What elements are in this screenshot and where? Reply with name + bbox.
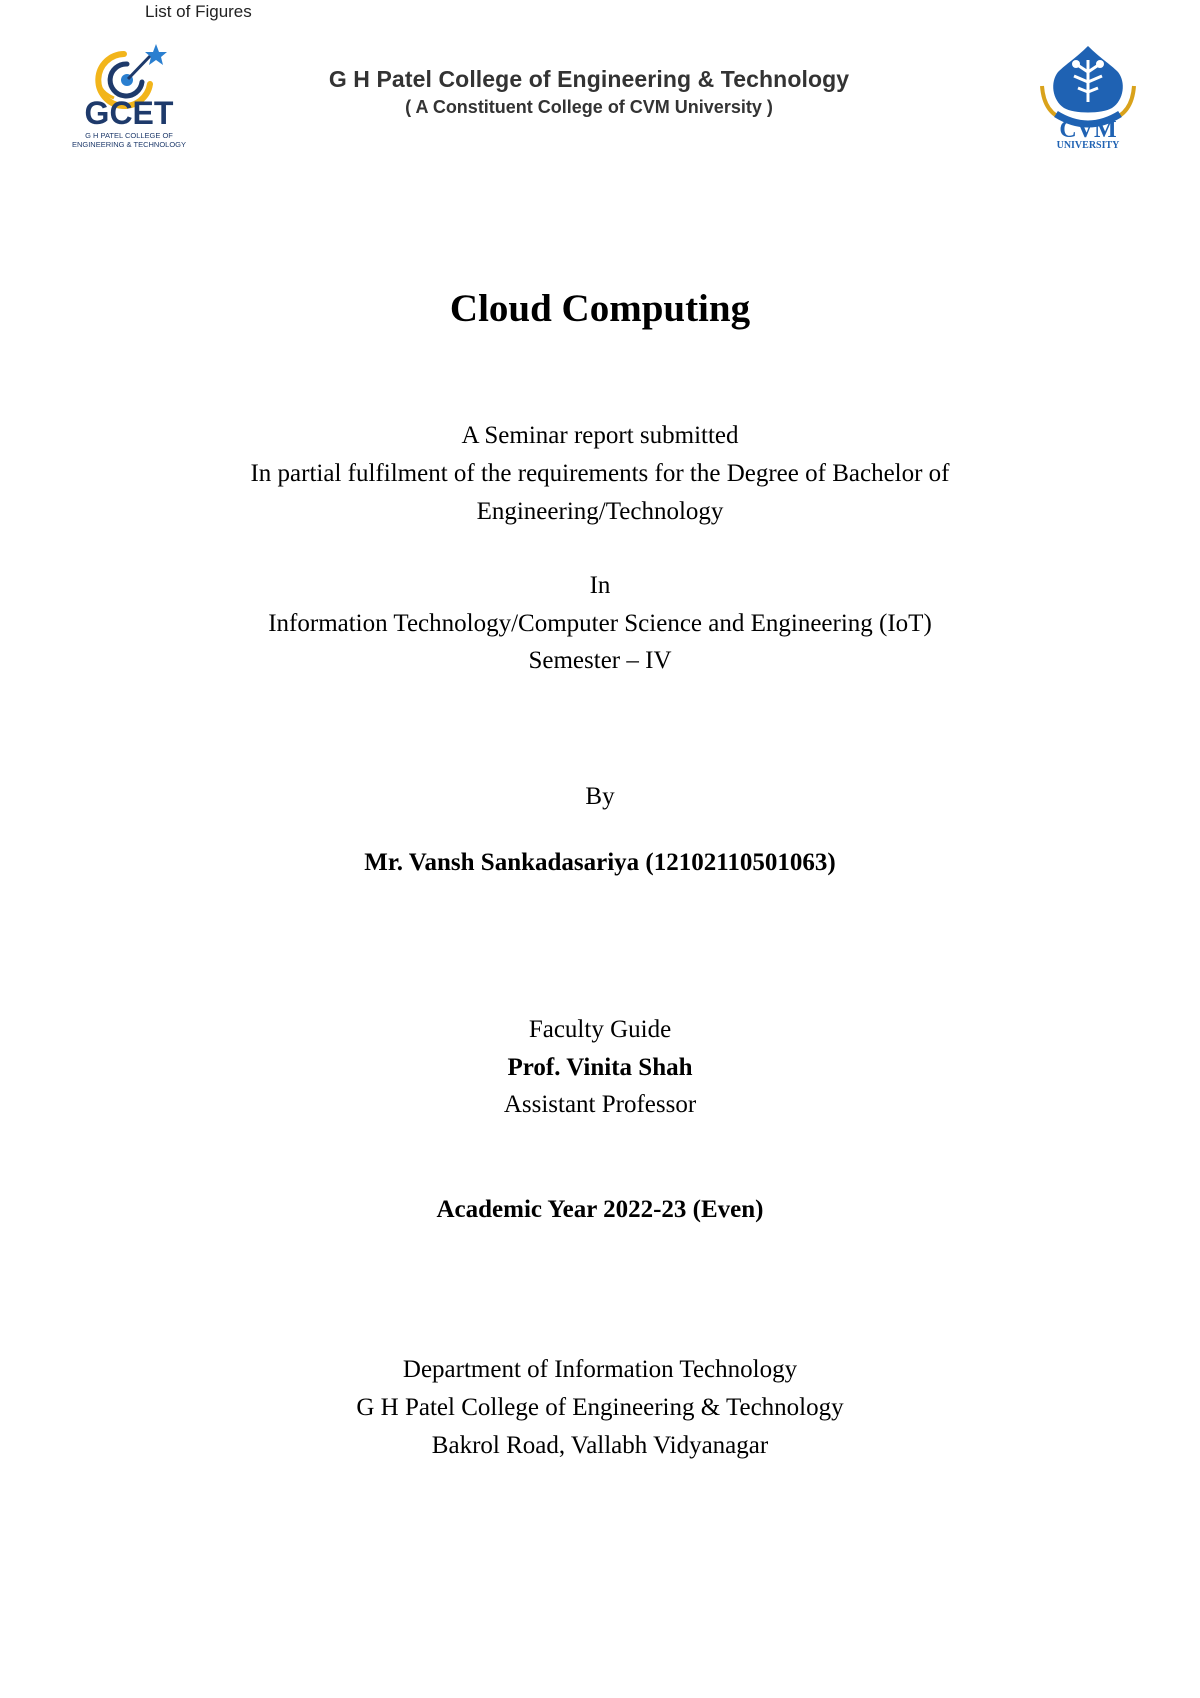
report-line-1: A Seminar report submitted (461, 422, 739, 449)
department-line-3: Bakrol Road, Vallabh Vidyanagar (431, 1432, 769, 1459)
in-label: In (589, 572, 611, 599)
branch: Information Technology/Computer Science and Engineering (IoT) (268, 610, 932, 637)
guide-name: Prof. Vinita Shah (507, 1054, 693, 1081)
college-header (300, 66, 878, 118)
cvm-subline: UNIVERSITY (1056, 140, 1120, 151)
academic-year: Academic Year 2022-23 (Even) (436, 1196, 764, 1223)
report-line-3: Engineering/Technology (476, 498, 724, 525)
semester: Semester – IV (528, 647, 672, 674)
gcet-acronym: GCET (84, 95, 174, 131)
faculty-guide-label: Faculty Guide (528, 1016, 672, 1043)
cvm-emblem-icon (1042, 46, 1134, 124)
gcet-subline-2: ENGINEERING & TECHNOLOGY (71, 140, 187, 149)
by-label: By (585, 783, 615, 810)
cvm-logo (1036, 42, 1140, 152)
department-line-1: Department of Information Technology (402, 1356, 798, 1383)
college-constituent: ( A Constituent College of CVM University ) (405, 97, 773, 117)
report-line-2: In partial fulfilment of the requirements for the Degree of Bachelor of (250, 460, 950, 487)
guide-designation: Assistant Professor (503, 1091, 697, 1118)
department-line-2: G H Patel College of Engineering & Technology (356, 1394, 844, 1421)
author-name: Mr. Vansh Sankadasariya (12102110501063) (364, 849, 836, 876)
gcet-logo (64, 40, 194, 158)
cvm-name: CVM (1059, 117, 1117, 143)
running-header: List of Figures (145, 2, 252, 21)
college-name: G H Patel College of Engineering & Technology (328, 66, 850, 92)
gcet-subline-1: G H PATEL COLLEGE OF (85, 131, 173, 140)
report-title: Cloud Computing (449, 287, 751, 330)
